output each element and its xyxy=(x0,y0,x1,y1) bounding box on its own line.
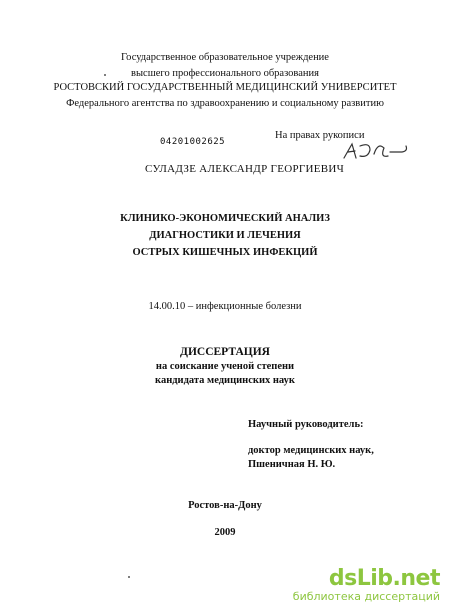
supervisor-block xyxy=(248,418,374,472)
supervisor-label: Научный руководитель: xyxy=(248,419,364,430)
specialty: 14.00.10 – инфекционные болезни xyxy=(148,301,302,312)
year: 2009 xyxy=(214,527,236,538)
catalog-code: 04201002625 xyxy=(160,137,226,147)
dissertation-line-1: на соискание ученой степени xyxy=(155,361,295,372)
signature-icon xyxy=(340,136,412,164)
title-line-1: КЛИНИКО-ЭКОНОМИЧЕСКИЙ АНАЛИЗ xyxy=(120,213,330,224)
dissertation-line-2: кандидата медицинских наук xyxy=(155,375,295,386)
scan-speck xyxy=(104,74,106,76)
supervisor-name: Пшеничная Н. Ю. xyxy=(248,459,336,470)
institution-line-1: Государственное образовательное учреждение xyxy=(121,52,329,63)
dissertation-label: ДИССЕРТАЦИЯ xyxy=(180,346,270,358)
watermark-logo: dsLib.net xyxy=(328,566,440,591)
watermark xyxy=(293,568,440,603)
institution-name: РОСТОВСКИЙ ГОСУДАРСТВЕННЫЙ МЕДИЦИНСКИЙ УНИВЕРСИТЕТ xyxy=(53,82,397,93)
supervisor-degree: доктор медицинских наук, xyxy=(248,445,374,456)
institution-line-4: Федерального агентства по здравоохранению и социальному развитию xyxy=(66,98,384,109)
author-name: СУЛАДЗЕ АЛЕКСАНДР ГЕОРГИЕВИЧ xyxy=(145,163,345,175)
scan-speck xyxy=(128,576,130,578)
manuscript-rights: На правах рукописи xyxy=(275,130,365,141)
title-line-3: ОСТРЫХ КИШЕЧНЫХ ИНФЕКЦИЙ xyxy=(132,247,318,258)
watermark-subtitle: библиотека диссертаций xyxy=(292,590,440,603)
title-line-2: ДИАГНОСТИКИ И ЛЕЧЕНИЯ xyxy=(149,230,301,241)
institution-line-2: высшего профессионального образования xyxy=(131,68,319,79)
city: Ростов-на-Дону xyxy=(188,500,262,511)
